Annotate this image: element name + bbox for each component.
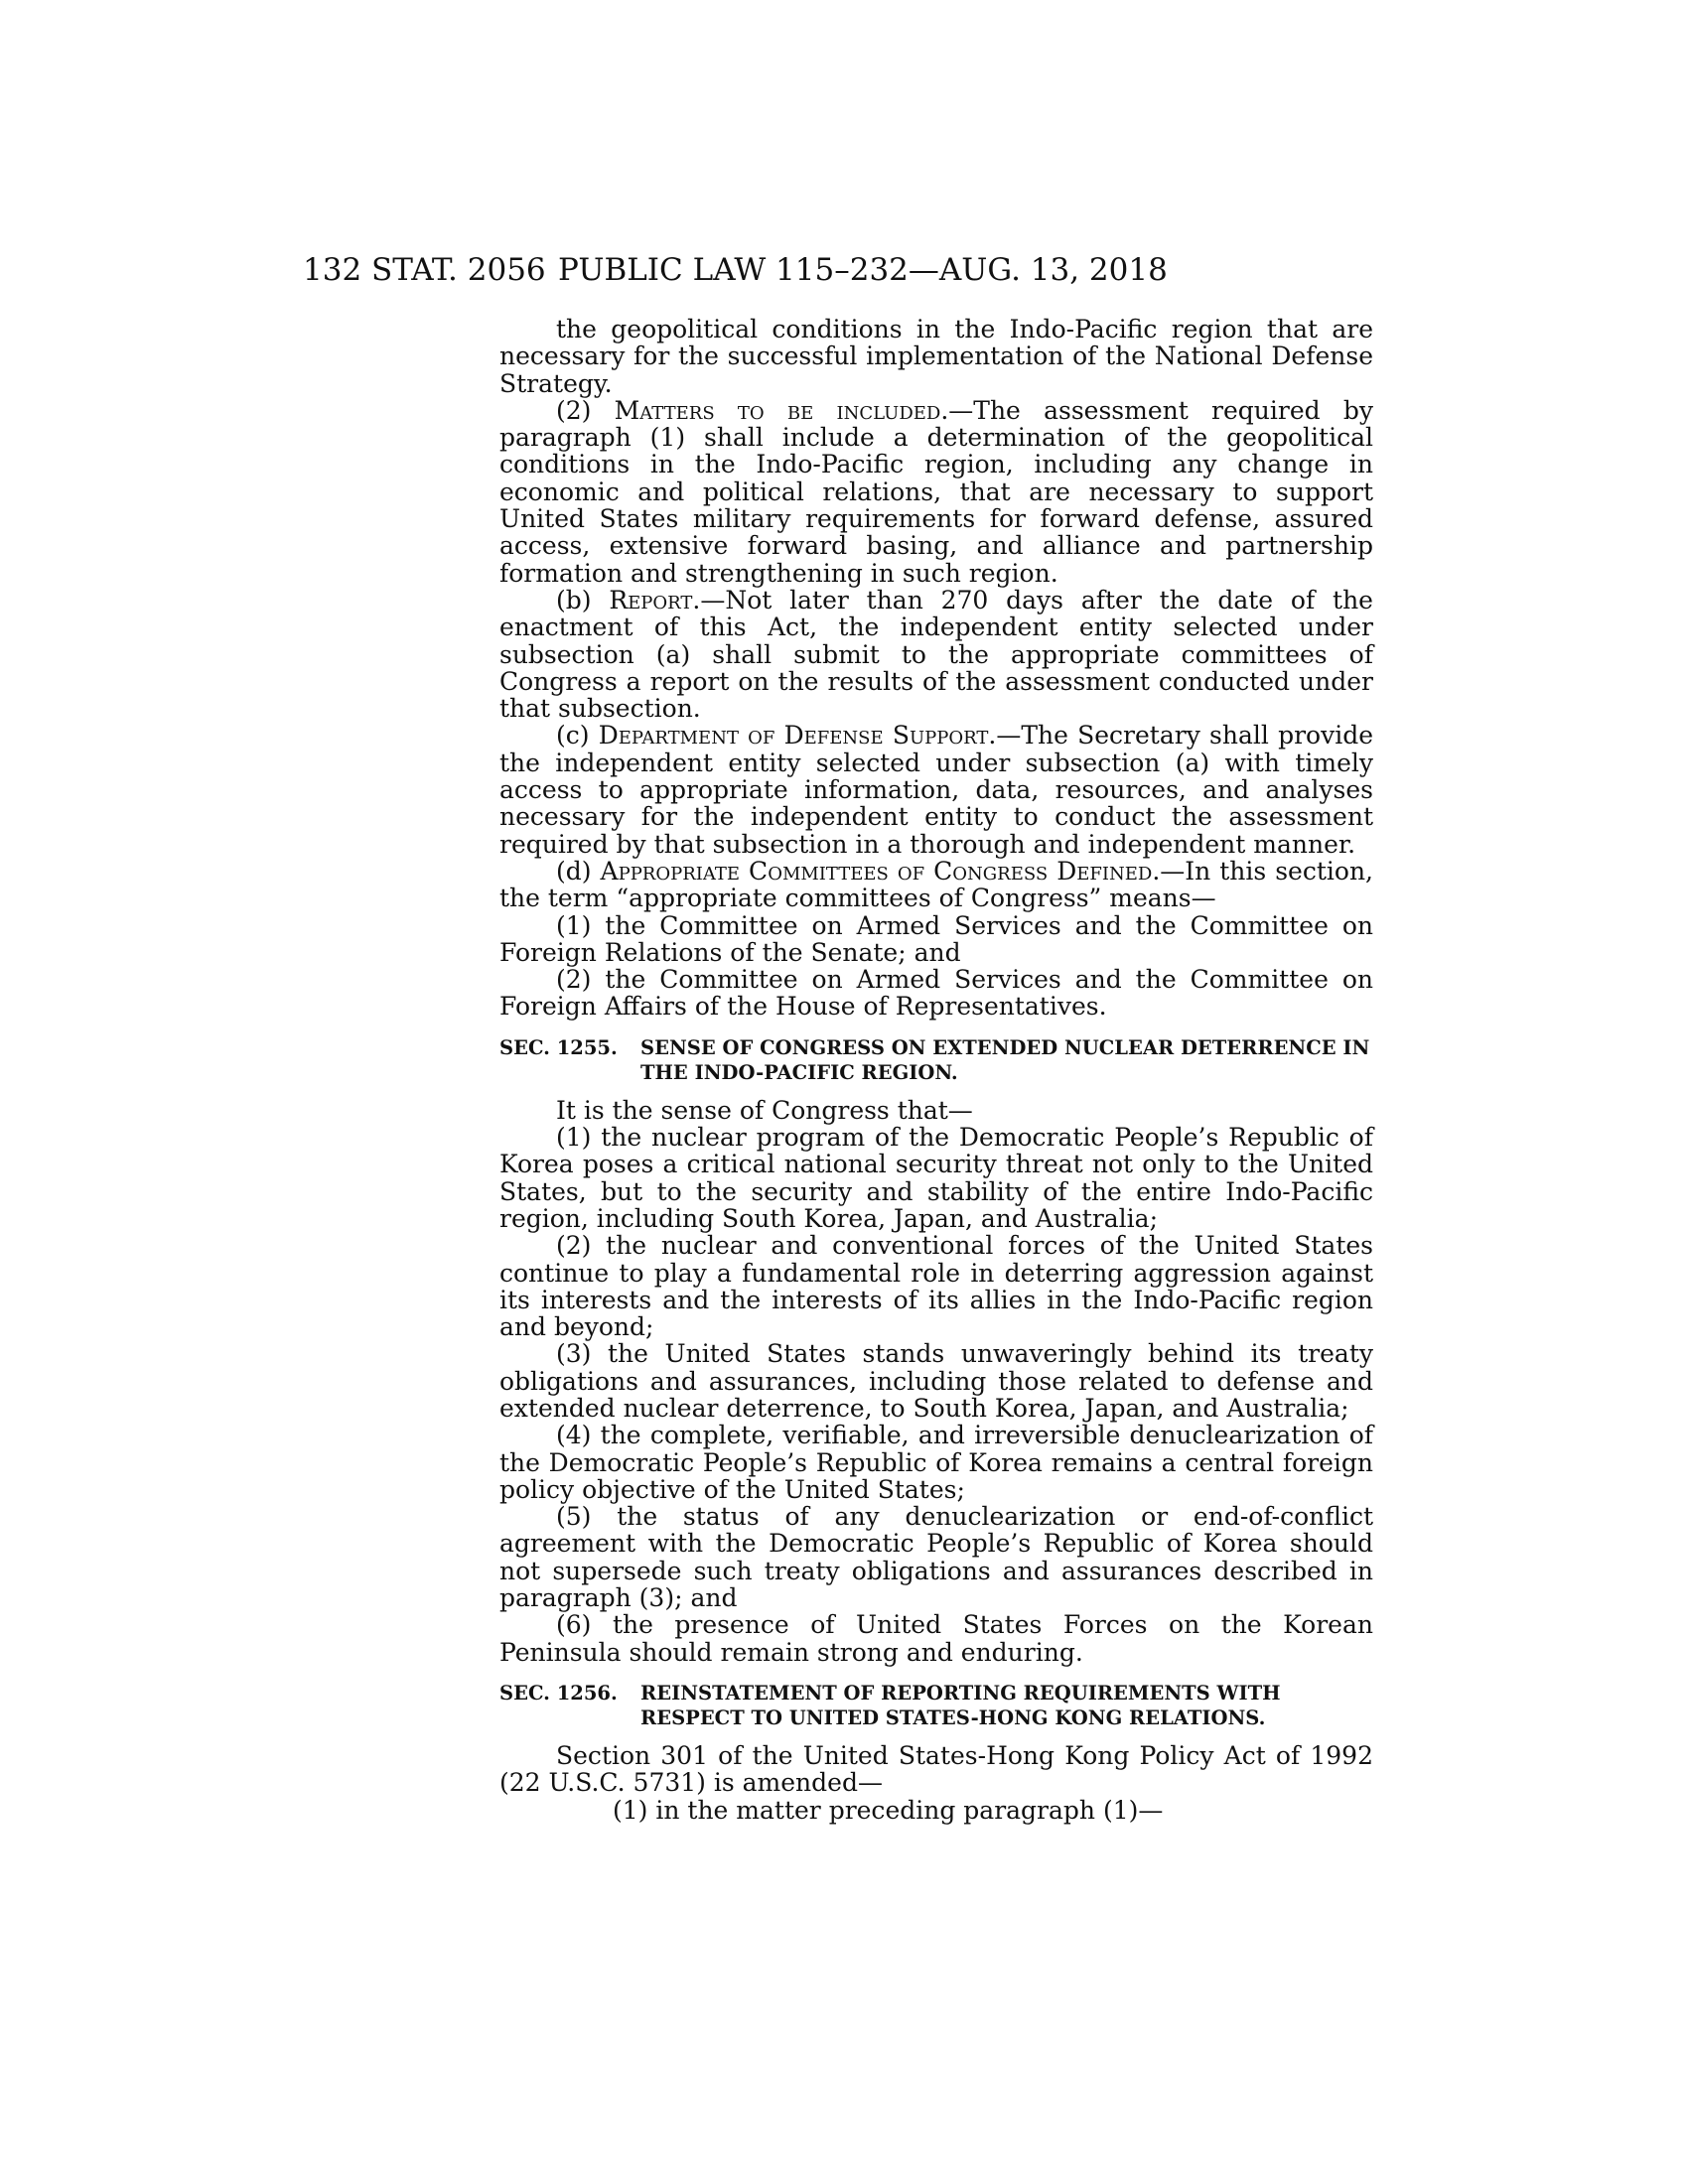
subsection-b: (b) Report.—Not later than 270 days after the date of the enactment of this Act, the independent entity selected under subsection (a) shall submit to the appropriate committees of Congress a report on the results of the assessment conducted under that subsection. bbox=[499, 585, 1373, 724]
list-item: (3) the United States stands unwaveringly behind its treaty obligations and assurances, including those related to defense and extended nuclear deterrence, to South Korea, Japan, and Australia; bbox=[499, 1339, 1373, 1423]
list-item: (1) the nuclear program of the Democratic People’s Republic of Korea poses a critical national security threat not only to the United States, but to the security and stability of the entire Indo-Pacific region, including South Korea, Japan, and Australia; bbox=[499, 1123, 1373, 1233]
list-item: (5) the status of any denuclearization or end-of-conflict agreement with the Democratic People’s Republic of Korea should not supersede such treaty obligations and assurances described in paragraph (3); and bbox=[499, 1502, 1373, 1613]
page-body bbox=[499, 316, 1373, 1824]
list-item: (2) the nuclear and conventional forces of the United States continue to play a fundamental role in deterring aggression against its interests and the interests of its allies in the Indo-Pacific region and beyond; bbox=[499, 1231, 1373, 1342]
section-lead-in: It is the sense of Congress that— bbox=[556, 1095, 973, 1125]
continued-paragraph: the geopolitical conditions in the Indo-Pacific region that are necessary for the successful implementation of the National Defense Strategy. bbox=[499, 315, 1373, 398]
subsection-c: (c) Department of Defense Support.—The Secretary shall provide the independent entity selected under subsection (a) with timely access to appropriate information, data, resources, and analyses necessary for the independent entity to conduct the assessment required by that subsection in a thorough and independent manner. bbox=[499, 721, 1373, 859]
running-head bbox=[0, 250, 1688, 290]
paragraph-a2: (2) Matters to be included.—The assessment required by paragraph (1) shall include a determination of the geopolitical conditions in the Indo-Pacific region, including any change in economic and political relations, that are necessary to support United States military requirements for forward defense, assured access, extensive forward basing, and alliance and partnership formation and strengthening in such region. bbox=[499, 395, 1373, 588]
public-law-citation: PUBLIC LAW 115–232—AUG. 13, 2018 bbox=[558, 252, 1168, 288]
paragraph-d2: (2) the Committee on Armed Services and the Committee on Foreign Affairs of the House of Representatives. bbox=[499, 965, 1373, 1022]
paragraph-caption: Matters to be included bbox=[614, 395, 941, 425]
subsection-caption: Appropriate Committees of Congress Defined bbox=[600, 856, 1153, 886]
section-title: REINSTATEMENT OF REPORTING REQUIREMENTS WITH RESPECT TO UNITED STATES-HONG KONG RELATIONS. bbox=[640, 1681, 1281, 1729]
list-item: (4) the complete, verifiable, and irreversible denuclearization of the Democratic People’s Republic of Korea remains a central foreign policy objective of the United States; bbox=[499, 1421, 1373, 1504]
paragraph-d1: (1) the Committee on Armed Services and the Committee on Foreign Relations of the Senate; and bbox=[499, 910, 1373, 967]
list-item: (1) in the matter preceding paragraph (1)— bbox=[613, 1795, 1164, 1825]
statute-page-number: 132 STAT. 2056 bbox=[303, 252, 546, 288]
section-number: SEC. 1255. bbox=[499, 1035, 618, 1059]
subsection-d: (d) Appropriate Committees of Congress Defined.—In this section, the term “appropriate committees of Congress” means— bbox=[499, 856, 1373, 913]
section-title: SENSE OF CONGRESS ON EXTENDED NUCLEAR DETERRENCE IN THE INDO-PACIFIC REGION. bbox=[640, 1035, 1370, 1084]
section-heading-1255 bbox=[499, 1035, 1373, 1085]
subsection-caption: Department of Defense Support bbox=[598, 721, 989, 751]
list-item: (6) the presence of United States Forces on the Korean Peninsula should remain strong and enduring. bbox=[499, 1610, 1373, 1667]
section-number: SEC. 1256. bbox=[499, 1681, 618, 1705]
subsection-caption: Report bbox=[609, 585, 693, 614]
section-text: Section 301 of the United States-Hong Kong Policy Act of 1992 (22 U.S.C. 5731) is amended— bbox=[499, 1740, 1373, 1798]
section-heading-1256 bbox=[499, 1681, 1373, 1730]
